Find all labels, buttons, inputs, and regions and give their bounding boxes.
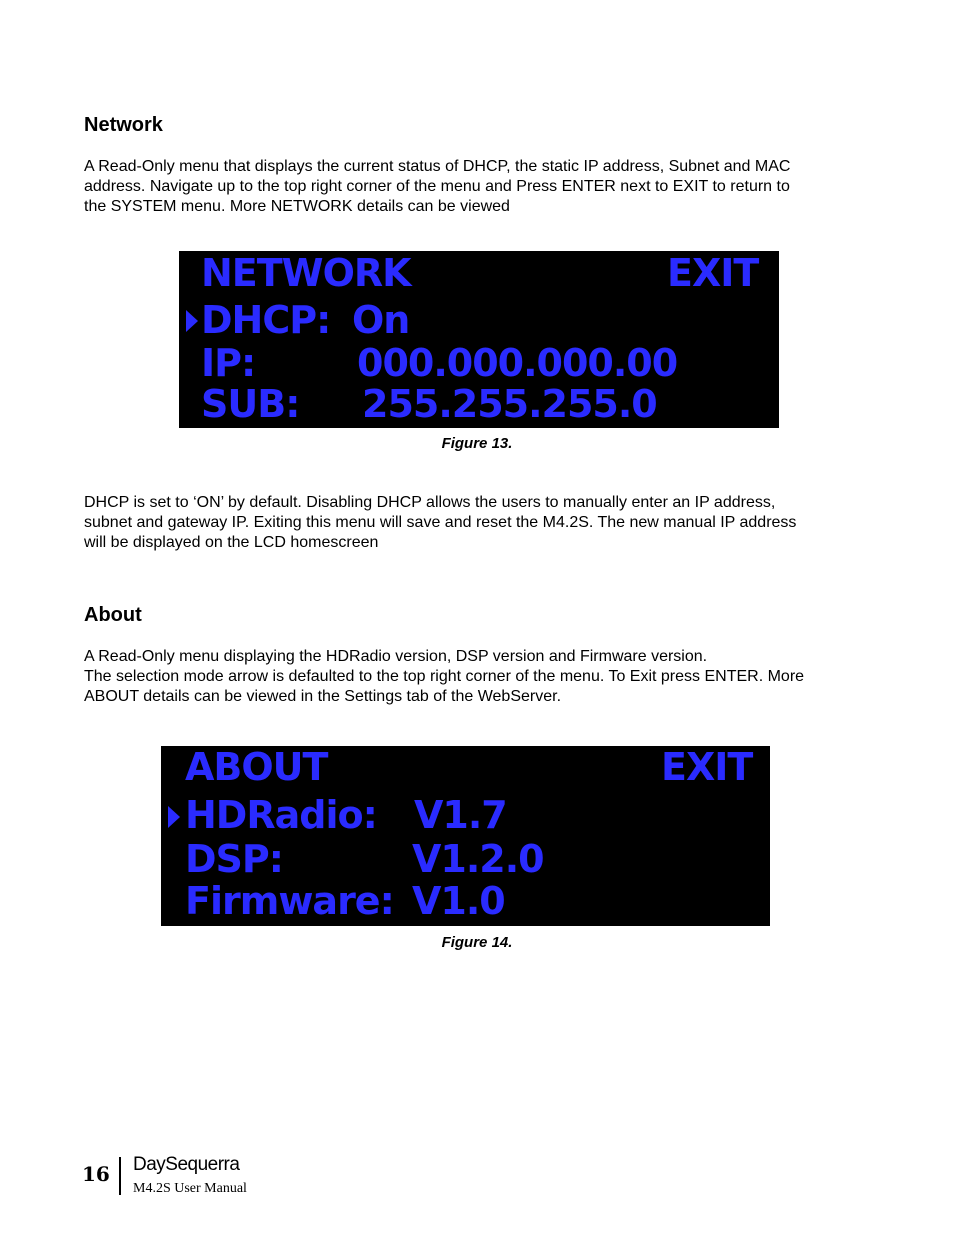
lcd-title: NETWORK	[201, 251, 411, 295]
lcd-title: ABOUT	[185, 746, 328, 789]
lcd-row-value: V1.2.0	[412, 837, 544, 881]
lcd-row-label: DSP:	[185, 837, 283, 881]
footer-manual-title: M4.2S User Manual	[133, 1181, 247, 1196]
about-description-line: ABOUT details can be viewed in the Settings tab of the WebServer.	[84, 688, 562, 705]
lcd-row-value: 255.255.255.0	[362, 382, 657, 426]
lcd-row-label: IP:	[201, 341, 256, 385]
lcd-row-value: V1.0	[412, 879, 505, 923]
page-number: 16	[82, 1162, 110, 1186]
network-description-line: address. Navigate up to the top right corner of the menu and Press ENTER next to EXIT to return to	[84, 178, 790, 195]
lcd-row-value: V1.7	[414, 793, 507, 837]
lcd-row-value: On	[352, 298, 410, 342]
lcd-row-label: SUB:	[201, 382, 300, 426]
footer-brand: DaySequerra	[133, 1154, 240, 1175]
lcd-row-label: DHCP:	[201, 298, 331, 342]
selection-arrow-icon	[168, 806, 180, 828]
network-description-line: the SYSTEM menu. More NETWORK details can be viewed	[84, 198, 510, 215]
about-heading: About	[84, 604, 142, 626]
about-description	[84, 647, 870, 707]
dhcp-description-line: will be displayed on the LCD homescreen	[84, 534, 379, 551]
footer-divider	[119, 1157, 121, 1195]
lcd-row-label: HDRadio:	[185, 793, 377, 837]
figure-caption: Figure 14.	[441, 934, 513, 951]
about-description-line: A Read-Only menu displaying the HDRadio version, DSP version and Firmware version.	[84, 648, 708, 665]
network-description	[84, 157, 870, 217]
dhcp-description-line: DHCP is set to ‘ON’ by default. Disabling DHCP allows the users to manually enter an IP address,	[84, 494, 776, 511]
about-lcd-screen	[161, 746, 770, 926]
selection-arrow-icon	[186, 310, 198, 332]
network-heading: Network	[84, 114, 163, 136]
network-lcd-screen	[179, 251, 779, 428]
lcd-row-label: Firmware:	[185, 879, 394, 923]
about-description-line: The selection mode arrow is defaulted to the top right corner of the menu. To Exit press ENTER. More	[84, 668, 805, 685]
lcd-row-value: 000.000.000.00	[357, 341, 678, 385]
dhcp-description-line: subnet and gateway IP. Exiting this menu will save and reset the M4.2S. The new manual IP address	[84, 514, 797, 531]
network-description-line: A Read-Only menu that displays the current status of DHCP, the static IP address, Subnet and MAC	[84, 158, 791, 175]
dhcp-description	[84, 493, 870, 553]
lcd-exit: EXIT	[661, 746, 753, 789]
lcd-exit: EXIT	[667, 251, 759, 295]
figure-caption: Figure 13.	[441, 435, 513, 452]
